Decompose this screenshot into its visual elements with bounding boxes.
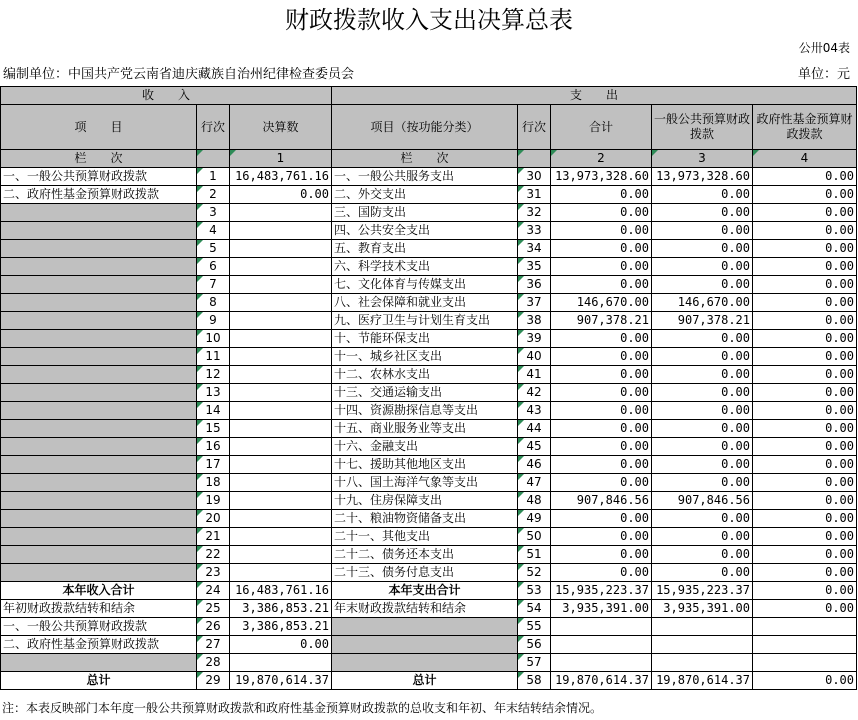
- expense-total: 0.00: [551, 348, 652, 366]
- income-value: 3,386,853.21: [230, 600, 332, 618]
- expense-lineno: 31: [518, 186, 551, 204]
- expense-lineno: 36: [518, 276, 551, 294]
- table-row: [1, 294, 857, 312]
- expense-total: 907,846.56: [551, 492, 652, 510]
- colrow-num-2: 2: [551, 150, 652, 168]
- expense-general: 3,935,391.00: [652, 600, 753, 618]
- expense-total: [551, 618, 652, 636]
- expense-fund: 0.00: [753, 438, 857, 456]
- expense-item: 十七、援助其他地区支出: [332, 456, 518, 474]
- form-code: 公卅04表: [798, 41, 850, 55]
- expense-lineno: 45: [518, 438, 551, 456]
- income-value: [230, 402, 332, 420]
- expense-item: 二十一、其他支出: [332, 528, 518, 546]
- income-item: [1, 456, 197, 474]
- colrow-blank: [518, 150, 551, 168]
- expense-general: 0.00: [652, 348, 753, 366]
- income-value: [230, 204, 332, 222]
- expense-fund: 0.00: [753, 312, 857, 330]
- colrow-label-left: 栏 次: [1, 150, 197, 168]
- expense-general: 0.00: [652, 420, 753, 438]
- income-item: [1, 492, 197, 510]
- income-lineno: 5: [197, 240, 230, 258]
- income-lineno: 12: [197, 366, 230, 384]
- expense-item: 总计: [332, 672, 518, 690]
- expense-general: 0.00: [652, 438, 753, 456]
- expense-item: 二十、粮油物资储备支出: [332, 510, 518, 528]
- colrow-blank: [197, 150, 230, 168]
- expense-item: [332, 654, 518, 672]
- colrow-label-right: 栏 次: [332, 150, 518, 168]
- expense-item: 十六、金融支出: [332, 438, 518, 456]
- expense-general: 0.00: [652, 330, 753, 348]
- expense-item: 七、文化体育与传媒支出: [332, 276, 518, 294]
- income-lineno: 6: [197, 258, 230, 276]
- expense-item: 六、科学技术支出: [332, 258, 518, 276]
- income-item: [1, 402, 197, 420]
- expense-general: 19,870,614.37: [652, 672, 753, 690]
- summary-row: [1, 654, 857, 672]
- expense-lineno: 33: [518, 222, 551, 240]
- expense-total: 146,670.00: [551, 294, 652, 312]
- income-item: 总计: [1, 672, 197, 690]
- income-item: 年初财政拨款结转和结余: [1, 600, 197, 618]
- income-lineno: 3: [197, 204, 230, 222]
- expense-general: [652, 636, 753, 654]
- expense-fund: 0.00: [753, 222, 857, 240]
- expense-general: 0.00: [652, 276, 753, 294]
- income-item: [1, 546, 197, 564]
- expense-item: 十九、住房保障支出: [332, 492, 518, 510]
- expense-lineno: 32: [518, 204, 551, 222]
- expense-fund: 0.00: [753, 330, 857, 348]
- col-final: 决算数: [230, 105, 332, 150]
- summary-table: [0, 86, 857, 690]
- expense-lineno: 38: [518, 312, 551, 330]
- expense-item: 二、外交支出: [332, 186, 518, 204]
- income-value: [230, 528, 332, 546]
- expense-general: 0.00: [652, 546, 753, 564]
- table-row: [1, 276, 857, 294]
- expense-lineno: 39: [518, 330, 551, 348]
- expense-fund: [753, 654, 857, 672]
- income-value: [230, 546, 332, 564]
- expense-general: 0.00: [652, 528, 753, 546]
- colrow-num-1: 1: [230, 150, 332, 168]
- expense-fund: 0.00: [753, 348, 857, 366]
- income-lineno: 20: [197, 510, 230, 528]
- report-title: 财政拨款收入支出决算总表: [285, 6, 573, 34]
- expense-total: 0.00: [551, 420, 652, 438]
- col-lineno: 行次: [197, 105, 230, 150]
- expense-general: 13,973,328.60: [652, 168, 753, 186]
- expense-item: 十五、商业服务业等支出: [332, 420, 518, 438]
- income-value: [230, 258, 332, 276]
- table-row: [1, 330, 857, 348]
- income-lineno: 11: [197, 348, 230, 366]
- expense-total: 0.00: [551, 510, 652, 528]
- income-value: [230, 384, 332, 402]
- expense-fund: 0.00: [753, 474, 857, 492]
- expense-general: 0.00: [652, 366, 753, 384]
- expense-total: 0.00: [551, 474, 652, 492]
- table-row: [1, 348, 857, 366]
- income-item: [1, 294, 197, 312]
- expense-fund: 0.00: [753, 276, 857, 294]
- income-item: [1, 276, 197, 294]
- table-row: [1, 492, 857, 510]
- expense-fund: 0.00: [753, 420, 857, 438]
- income-lineno: 21: [197, 528, 230, 546]
- expense-general: 0.00: [652, 240, 753, 258]
- expense-fund: 0.00: [753, 600, 857, 618]
- expense-item: [332, 636, 518, 654]
- expense-general: 0.00: [652, 258, 753, 276]
- income-lineno: 19: [197, 492, 230, 510]
- expense-item: 一、一般公共服务支出: [332, 168, 518, 186]
- income-lineno: 18: [197, 474, 230, 492]
- col-item: 项 目: [1, 105, 197, 150]
- income-item: [1, 348, 197, 366]
- income-item: [1, 474, 197, 492]
- expense-fund: 0.00: [753, 240, 857, 258]
- income-lineno: 14: [197, 402, 230, 420]
- income-item: [1, 330, 197, 348]
- expense-item: 年末财政拨款结转和结余: [332, 600, 518, 618]
- expense-fund: 0.00: [753, 186, 857, 204]
- income-lineno: 2: [197, 186, 230, 204]
- income-value: [230, 240, 332, 258]
- income-item: [1, 564, 197, 582]
- table-row: [1, 168, 857, 186]
- expense-total: 0.00: [551, 276, 652, 294]
- expense-fund: 0.00: [753, 528, 857, 546]
- expense-general: 0.00: [652, 186, 753, 204]
- income-value: [230, 456, 332, 474]
- expense-total: 0.00: [551, 438, 652, 456]
- expense-fund: 0.00: [753, 204, 857, 222]
- table-row: [1, 258, 857, 276]
- income-lineno: 23: [197, 564, 230, 582]
- income-item: [1, 384, 197, 402]
- expense-item: 五、教育支出: [332, 240, 518, 258]
- expense-total: 0.00: [551, 240, 652, 258]
- col-general: 一般公共预算财政拨款: [652, 105, 753, 150]
- expense-total: 0.00: [551, 222, 652, 240]
- summary-row: [1, 636, 857, 654]
- expense-general: [652, 618, 753, 636]
- income-value: [230, 510, 332, 528]
- table-row: [1, 510, 857, 528]
- expense-item: 十二、农林水支出: [332, 366, 518, 384]
- income-item: [1, 654, 197, 672]
- expense-lineno: 51: [518, 546, 551, 564]
- col-total: 合计: [551, 105, 652, 150]
- expense-lineno: 56: [518, 636, 551, 654]
- expense-general: 0.00: [652, 564, 753, 582]
- expense-item: 四、公共安全支出: [332, 222, 518, 240]
- expense-fund: 0.00: [753, 258, 857, 276]
- expense-lineno: 47: [518, 474, 551, 492]
- expense-item: 三、国防支出: [332, 204, 518, 222]
- expense-general: 0.00: [652, 474, 753, 492]
- expense-fund: 0.00: [753, 294, 857, 312]
- expense-general: 146,670.00: [652, 294, 753, 312]
- expense-lineno: 53: [518, 582, 551, 600]
- expense-fund: 0.00: [753, 168, 857, 186]
- income-value: [230, 474, 332, 492]
- expense-general: 907,378.21: [652, 312, 753, 330]
- income-lineno: 1: [197, 168, 230, 186]
- expense-fund: [753, 636, 857, 654]
- expense-fund: 0.00: [753, 402, 857, 420]
- income-lineno: 24: [197, 582, 230, 600]
- income-item: [1, 222, 197, 240]
- expense-total: [551, 654, 652, 672]
- expense-fund: 0.00: [753, 672, 857, 690]
- summary-row: [1, 582, 857, 600]
- income-item: [1, 366, 197, 384]
- expense-total: 0.00: [551, 564, 652, 582]
- expense-fund: 0.00: [753, 546, 857, 564]
- expense-fund: [753, 618, 857, 636]
- table-row: [1, 366, 857, 384]
- income-value: [230, 654, 332, 672]
- expense-fund: 0.00: [753, 492, 857, 510]
- expense-total: 0.00: [551, 258, 652, 276]
- income-item: [1, 438, 197, 456]
- expense-total: 0.00: [551, 384, 652, 402]
- income-lineno: 7: [197, 276, 230, 294]
- income-lineno: 10: [197, 330, 230, 348]
- expense-lineno: 52: [518, 564, 551, 582]
- expense-total: 0.00: [551, 186, 652, 204]
- income-lineno: 4: [197, 222, 230, 240]
- expense-item: 二十二、债务还本支出: [332, 546, 518, 564]
- income-lineno: 15: [197, 420, 230, 438]
- income-value: [230, 312, 332, 330]
- income-item: 一、一般公共预算财政拨款: [1, 618, 197, 636]
- income-lineno: 29: [197, 672, 230, 690]
- table-row: [1, 186, 857, 204]
- income-item: [1, 258, 197, 276]
- compiling-unit: 编制单位：中国共产党云南省迪庆藏族自治州纪律检查委员会: [3, 67, 355, 82]
- table-row: [1, 474, 857, 492]
- expense-general: 0.00: [652, 402, 753, 420]
- income-item: [1, 312, 197, 330]
- expense-fund: 0.00: [753, 510, 857, 528]
- income-item: 二、政府性基金预算财政拨款: [1, 636, 197, 654]
- income-value: [230, 348, 332, 366]
- footnote: 注：本表反映部门本年度一般公共预算财政拨款和政府性基金预算财政拨款的总收支和年初、年末结转结余情况。: [2, 701, 603, 715]
- income-value: 16,483,761.16: [230, 168, 332, 186]
- summary-row: [1, 672, 857, 690]
- expense-general: 0.00: [652, 222, 753, 240]
- colrow-num-4: 4: [753, 150, 857, 168]
- expense-item: 十一、城乡社区支出: [332, 348, 518, 366]
- expense-total: 0.00: [551, 456, 652, 474]
- expense-fund: 0.00: [753, 384, 857, 402]
- income-value: [230, 438, 332, 456]
- income-value: 0.00: [230, 636, 332, 654]
- expense-total: 907,378.21: [551, 312, 652, 330]
- table-row: [1, 204, 857, 222]
- expense-item: 八、社会保障和就业支出: [332, 294, 518, 312]
- expense-general: 907,846.56: [652, 492, 753, 510]
- income-value: [230, 222, 332, 240]
- expense-total: 0.00: [551, 366, 652, 384]
- expense-lineno: 50: [518, 528, 551, 546]
- table-row: [1, 222, 857, 240]
- income-value: [230, 330, 332, 348]
- expense-lineno: 49: [518, 510, 551, 528]
- income-lineno: 8: [197, 294, 230, 312]
- income-item: [1, 420, 197, 438]
- expense-lineno: 55: [518, 618, 551, 636]
- expense-lineno: 46: [518, 456, 551, 474]
- income-item: [1, 204, 197, 222]
- expense-item: 九、医疗卫生与计划生育支出: [332, 312, 518, 330]
- expense-item: 十四、资源勘探信息等支出: [332, 402, 518, 420]
- expense-total: 15,935,223.37: [551, 582, 652, 600]
- income-value: [230, 294, 332, 312]
- income-item: [1, 510, 197, 528]
- expense-total: 0.00: [551, 528, 652, 546]
- income-value: 19,870,614.37: [230, 672, 332, 690]
- expense-lineno: 57: [518, 654, 551, 672]
- expense-lineno: 37: [518, 294, 551, 312]
- income-value: 3,386,853.21: [230, 618, 332, 636]
- col-fund: 政府性基金预算财政拨款: [753, 105, 857, 150]
- table-row: [1, 384, 857, 402]
- income-value: [230, 276, 332, 294]
- table-row: [1, 240, 857, 258]
- income-lineno: 17: [197, 456, 230, 474]
- income-lineno: 25: [197, 600, 230, 618]
- expense-lineno: 42: [518, 384, 551, 402]
- summary-row: [1, 600, 857, 618]
- income-item: [1, 240, 197, 258]
- table-row: [1, 438, 857, 456]
- table-row: [1, 528, 857, 546]
- income-header: 收 入: [1, 87, 332, 105]
- expense-total: 0.00: [551, 402, 652, 420]
- expense-lineno: 35: [518, 258, 551, 276]
- expense-total: 19,870,614.37: [551, 672, 652, 690]
- income-lineno: 28: [197, 654, 230, 672]
- income-value: [230, 366, 332, 384]
- income-item: 一、一般公共预算财政拨款: [1, 168, 197, 186]
- colrow-num-3: 3: [652, 150, 753, 168]
- income-item: 本年收入合计: [1, 582, 197, 600]
- expense-fund: 0.00: [753, 564, 857, 582]
- currency-unit: 单位：元: [797, 67, 850, 82]
- income-value: [230, 492, 332, 510]
- expense-lineno: 43: [518, 402, 551, 420]
- col-item-func: 项目（按功能分类）: [332, 105, 518, 150]
- expense-item: 本年支出合计: [332, 582, 518, 600]
- summary-row: [1, 618, 857, 636]
- table-row: [1, 456, 857, 474]
- expense-lineno: 40: [518, 348, 551, 366]
- expense-item: 二十三、债务付息支出: [332, 564, 518, 582]
- income-value: [230, 564, 332, 582]
- unit-line: [0, 60, 858, 82]
- expense-general: 0.00: [652, 510, 753, 528]
- expense-lineno: 48: [518, 492, 551, 510]
- expense-fund: 0.00: [753, 456, 857, 474]
- expense-total: 0.00: [551, 330, 652, 348]
- table-row: [1, 312, 857, 330]
- income-item: [1, 528, 197, 546]
- expense-lineno: 41: [518, 366, 551, 384]
- income-item: 二、政府性基金预算财政拨款: [1, 186, 197, 204]
- expense-general: [652, 654, 753, 672]
- expense-lineno: 54: [518, 600, 551, 618]
- expense-lineno: 30: [518, 168, 551, 186]
- expense-item: 十三、交通运输支出: [332, 384, 518, 402]
- expense-lineno: 58: [518, 672, 551, 690]
- expense-general: 15,935,223.37: [652, 582, 753, 600]
- income-lineno: 13: [197, 384, 230, 402]
- expense-total: 3,935,391.00: [551, 600, 652, 618]
- expense-fund: 0.00: [753, 366, 857, 384]
- expense-general: 0.00: [652, 384, 753, 402]
- expense-total: 0.00: [551, 204, 652, 222]
- table-row: [1, 402, 857, 420]
- expense-total: [551, 636, 652, 654]
- expense-lineno: 44: [518, 420, 551, 438]
- income-value: 0.00: [230, 186, 332, 204]
- expense-total: 13,973,328.60: [551, 168, 652, 186]
- table-row: [1, 546, 857, 564]
- table-row: [1, 420, 857, 438]
- income-lineno: 22: [197, 546, 230, 564]
- income-lineno: 16: [197, 438, 230, 456]
- expense-item: 十八、国土海洋气象等支出: [332, 474, 518, 492]
- income-lineno: 9: [197, 312, 230, 330]
- col-lineno2: 行次: [518, 105, 551, 150]
- expense-general: 0.00: [652, 204, 753, 222]
- expense-item: 十、节能环保支出: [332, 330, 518, 348]
- expense-total: 0.00: [551, 546, 652, 564]
- table-row: [1, 564, 857, 582]
- expense-general: 0.00: [652, 456, 753, 474]
- income-value: [230, 420, 332, 438]
- income-value: 16,483,761.16: [230, 582, 332, 600]
- expense-item: [332, 618, 518, 636]
- expense-lineno: 34: [518, 240, 551, 258]
- income-lineno: 26: [197, 618, 230, 636]
- income-lineno: 27: [197, 636, 230, 654]
- expense-header: 支 出: [332, 87, 857, 105]
- expense-fund: 0.00: [753, 582, 857, 600]
